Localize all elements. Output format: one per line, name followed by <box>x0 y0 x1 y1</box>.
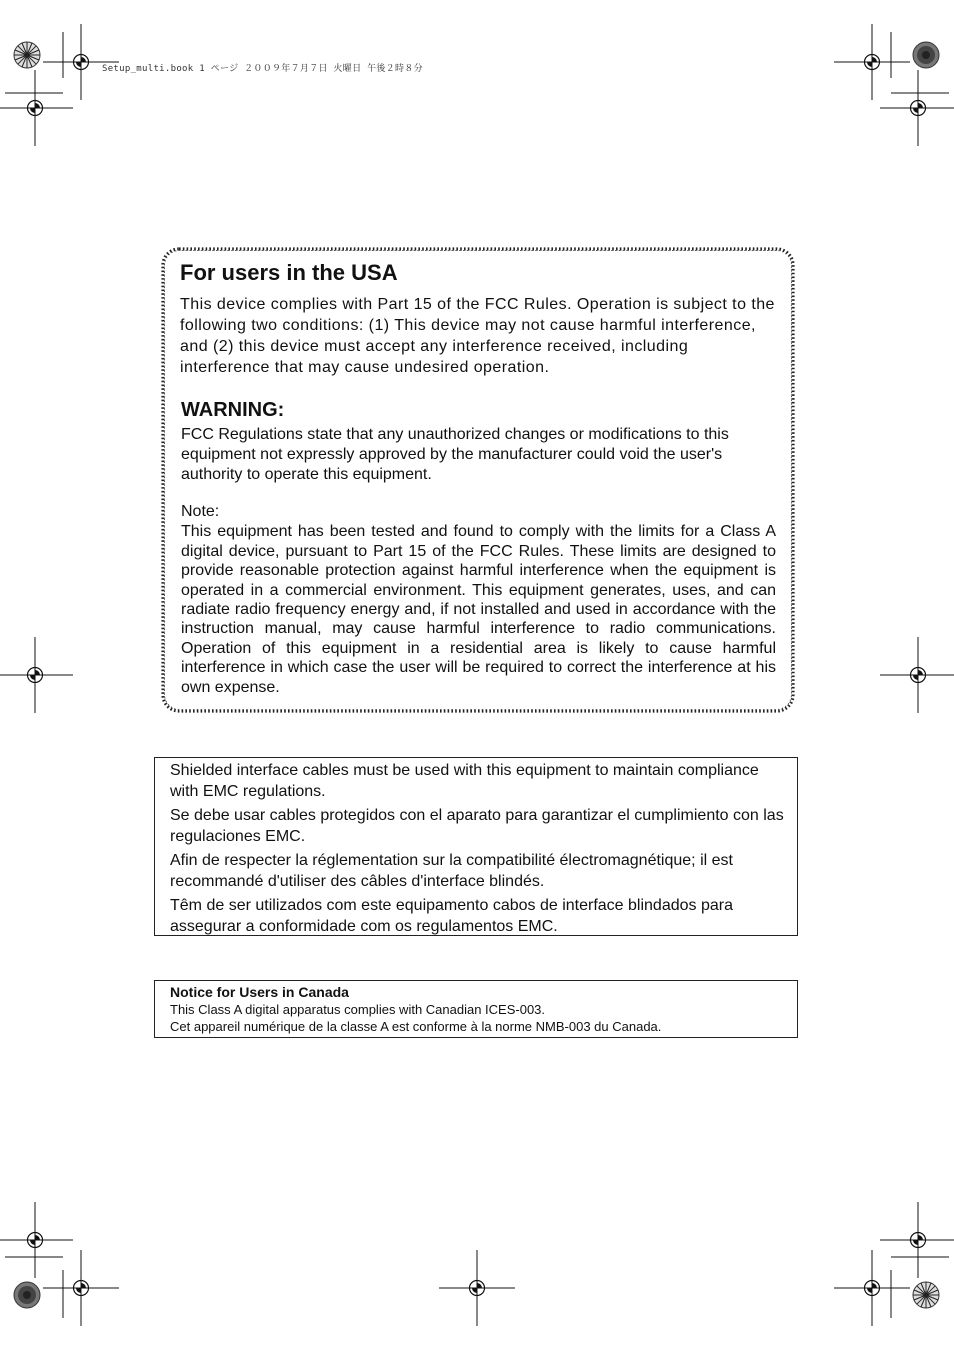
warning-text: FCC Regulations state that any unauthorized changes or modifications to this equipment not expressly approved by the manufacturer could void the user's authority to operate this equipment. <box>181 426 729 484</box>
cables-text-english: Shielded interface cables must be used with this equipment to maintain compliance with EMC regulations. <box>170 762 759 800</box>
registration-mark-top-right <box>834 24 910 100</box>
registration-mark-bottom-left <box>43 1250 119 1326</box>
starburst-mark-top-right <box>913 42 939 68</box>
registration-mark-bottom-center <box>439 1250 515 1326</box>
registration-mark-bottom-right <box>834 1250 910 1326</box>
cables-text-french: Afin de respecter la réglementation sur la compatibilité électromagnétique; il est recommandé d'utiliser des câbles d'interface blindés. <box>170 852 733 890</box>
registration-mark-right-lower <box>880 1202 954 1278</box>
cables-text-portuguese: Têm de ser utilizados com este equipamento cabos de interface blindados para assegurar a conformidade com os regulamentos EMC. <box>170 897 733 935</box>
canada-notice-title: Notice for Users in Canada <box>170 984 349 1000</box>
starburst-mark-top-left <box>14 42 40 68</box>
starburst-mark-bottom-left <box>14 1282 40 1308</box>
canada-notice <box>154 980 798 1038</box>
canada-text-english: This Class A digital apparatus complies with Canadian ICES-003. <box>170 1002 546 1017</box>
warning-heading: WARNING: <box>181 399 285 422</box>
registration-mark-right-middle <box>880 637 954 713</box>
note-label: Note: <box>181 503 220 521</box>
fcc-compliance-statement: This device complies with Part 15 of the FCC Rules. Operation is subject to the following two conditions: (1) This device may not cause harmful interference, and (2) this device must accept any interference received, including interference that may cause undesired operation. <box>180 296 775 377</box>
registration-mark-left-middle <box>0 637 73 713</box>
registration-mark-left-lower <box>0 1202 73 1278</box>
usa-fcc-notice <box>160 246 796 714</box>
shielded-cables-notice <box>154 757 798 936</box>
canada-text-french: Cet appareil numérique de la classe A est conforme à la norme NMB-003 du Canada. <box>170 1019 662 1034</box>
registration-mark-left-upper <box>0 70 73 146</box>
usa-notice-title: For users in the USA <box>180 260 398 285</box>
note-text: This equipment has been tested and found to comply with the limits for a Class A digital device, pursuant to Part 15 of the FCC Rules. These limits are designed to provide reasonable protection against harmful interference when the equipment is operated in a commercial environment. This equipment generates, uses, and can radiate radio frequency energy and, if not installed and used in accordance with the instruction manual, may cause harmful interference to radio communications. Operation of this equipment in a residential area is likely to cause harmful interference in which case the user will be required to correct the interference at his own expense. <box>181 523 776 696</box>
cables-text-spanish: Se debe usar cables protegidos con el aparato para garantizar el cumplimiento con las regulaciones EMC. <box>170 807 784 845</box>
starburst-mark-bottom-right <box>913 1282 939 1308</box>
print-file-info: Setup_multi.book 1 ページ ２００９年７月７日 火曜日 午後２時８分 <box>102 64 423 74</box>
registration-mark-right-upper <box>880 70 954 146</box>
